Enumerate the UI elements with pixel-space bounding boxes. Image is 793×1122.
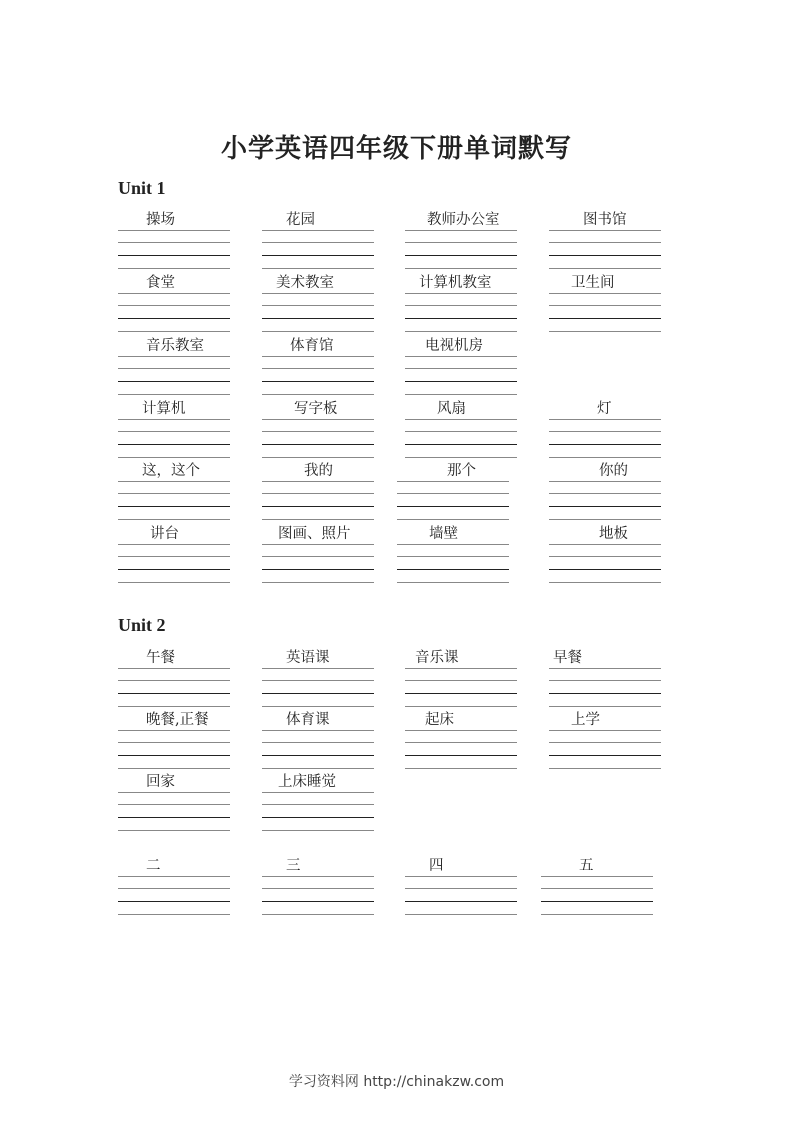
writing-line: [405, 268, 517, 269]
writing-line: [262, 693, 374, 694]
writing-line: [118, 755, 230, 756]
writing-line: [549, 230, 661, 231]
writing-line: [262, 914, 374, 915]
vocab-word: 体育课: [286, 712, 330, 728]
writing-line: [118, 817, 230, 818]
vocab-word: 食堂: [146, 275, 175, 291]
writing-line: [118, 356, 230, 357]
vocab-word: 上学: [571, 712, 600, 728]
vocab-word: 我的: [304, 463, 333, 479]
writing-line: [262, 381, 374, 382]
writing-line: [549, 242, 661, 243]
vocab-word: 地板: [599, 526, 628, 542]
writing-line: [118, 680, 230, 681]
writing-line: [262, 888, 374, 889]
vocab-word: 操场: [146, 212, 175, 228]
vocab-word: 讲台: [150, 526, 179, 542]
vocab-word: 这，这个: [142, 463, 200, 479]
writing-line: [118, 706, 230, 707]
writing-line: [262, 457, 374, 458]
writing-line: [118, 569, 230, 570]
writing-line: [118, 230, 230, 231]
writing-line: [549, 768, 661, 769]
writing-line: [405, 368, 517, 369]
writing-line: [118, 519, 230, 520]
writing-line: [118, 381, 230, 382]
unit1-heading: Unit 1: [118, 178, 166, 198]
writing-line: [405, 706, 517, 707]
vocab-word: 音乐教室: [146, 338, 204, 354]
writing-line: [541, 914, 653, 915]
writing-line: [262, 444, 374, 445]
vocab-word: 起床: [425, 712, 454, 728]
writing-line: [262, 792, 374, 793]
writing-line: [118, 914, 230, 915]
writing-line: [549, 519, 661, 520]
writing-line: [118, 668, 230, 669]
writing-line: [405, 457, 517, 458]
writing-line: [262, 830, 374, 831]
writing-line: [262, 242, 374, 243]
writing-line: [541, 901, 653, 902]
writing-line: [549, 431, 661, 432]
vocab-word: 体育馆: [290, 338, 334, 354]
writing-line: [262, 481, 374, 482]
writing-line: [397, 506, 509, 507]
writing-line: [549, 419, 661, 420]
writing-line: [118, 368, 230, 369]
writing-line: [262, 730, 374, 731]
writing-line: [118, 901, 230, 902]
writing-line: [118, 293, 230, 294]
writing-line: [405, 901, 517, 902]
writing-line: [262, 419, 374, 420]
page-title: 小学英语四年级下册单词默写: [220, 134, 572, 164]
writing-line: [262, 668, 374, 669]
writing-line: [262, 368, 374, 369]
writing-line: [549, 457, 661, 458]
vocab-word: 你的: [599, 463, 628, 479]
writing-line: [405, 755, 517, 756]
writing-line: [262, 544, 374, 545]
writing-line: [118, 742, 230, 743]
writing-line: [549, 493, 661, 494]
writing-line: [405, 876, 517, 877]
writing-line: [262, 318, 374, 319]
writing-line: [118, 888, 230, 889]
writing-line: [118, 431, 230, 432]
writing-line: [262, 817, 374, 818]
vocab-word: 电视机房: [425, 338, 483, 354]
writing-line: [262, 804, 374, 805]
writing-line: [262, 506, 374, 507]
writing-line: [118, 481, 230, 482]
writing-line: [262, 493, 374, 494]
writing-line: [262, 742, 374, 743]
writing-line: [549, 680, 661, 681]
writing-line: [118, 804, 230, 805]
writing-line: [549, 331, 661, 332]
vocab-word: 灯: [597, 401, 612, 417]
writing-line: [541, 888, 653, 889]
writing-line: [262, 230, 374, 231]
writing-line: [405, 431, 517, 432]
writing-line: [118, 693, 230, 694]
vocab-word: 风扇: [437, 401, 466, 417]
writing-line: [549, 544, 661, 545]
writing-line: [549, 668, 661, 669]
vocab-word: 美术教室: [276, 275, 334, 291]
writing-line: [118, 419, 230, 420]
writing-line: [549, 569, 661, 570]
writing-line: [405, 444, 517, 445]
writing-line: [262, 768, 374, 769]
writing-line: [405, 768, 517, 769]
writing-line: [405, 305, 517, 306]
vocab-word: 上床睡觉: [278, 774, 336, 790]
writing-line: [262, 331, 374, 332]
writing-line: [405, 356, 517, 357]
writing-line: [118, 444, 230, 445]
writing-line: [397, 481, 509, 482]
writing-line: [405, 668, 517, 669]
writing-line: [262, 519, 374, 520]
writing-line: [262, 876, 374, 877]
writing-line: [541, 876, 653, 877]
writing-line: [405, 914, 517, 915]
writing-line: [405, 293, 517, 294]
writing-line: [405, 381, 517, 382]
writing-line: [118, 506, 230, 507]
vocab-word: 三: [286, 858, 301, 874]
vocab-word: 晚餐,正餐: [146, 712, 209, 728]
writing-line: [549, 755, 661, 756]
writing-line: [549, 556, 661, 557]
writing-line: [118, 830, 230, 831]
writing-line: [405, 230, 517, 231]
writing-line: [405, 693, 517, 694]
writing-line: [549, 255, 661, 256]
writing-line: [262, 394, 374, 395]
writing-line: [405, 680, 517, 681]
writing-line: [118, 268, 230, 269]
vocab-word: 计算机: [142, 401, 186, 417]
writing-line: [262, 755, 374, 756]
writing-line: [397, 544, 509, 545]
vocab-word: 四: [429, 858, 444, 874]
writing-line: [262, 431, 374, 432]
vocab-word: 午餐: [146, 650, 175, 666]
vocab-word: 墙壁: [429, 526, 458, 542]
writing-line: [549, 318, 661, 319]
writing-line: [118, 544, 230, 545]
vocab-word: 英语课: [286, 650, 330, 666]
writing-line: [118, 582, 230, 583]
writing-line: [397, 519, 509, 520]
writing-line: [549, 742, 661, 743]
writing-line: [262, 255, 374, 256]
unit2-heading: Unit 2: [118, 615, 166, 635]
vocab-word: 早餐: [553, 650, 582, 666]
writing-line: [549, 481, 661, 482]
vocab-word: 音乐课: [415, 650, 459, 666]
writing-line: [397, 493, 509, 494]
writing-line: [549, 730, 661, 731]
writing-line: [405, 394, 517, 395]
writing-line: [262, 680, 374, 681]
writing-line: [262, 305, 374, 306]
writing-line: [118, 792, 230, 793]
writing-line: [262, 268, 374, 269]
writing-line: [262, 901, 374, 902]
writing-line: [262, 293, 374, 294]
writing-line: [262, 706, 374, 707]
writing-line: [118, 493, 230, 494]
writing-line: [262, 569, 374, 570]
writing-line: [397, 569, 509, 570]
vocab-word: 教师办公室: [427, 212, 500, 228]
writing-line: [405, 730, 517, 731]
writing-line: [118, 394, 230, 395]
writing-line: [118, 255, 230, 256]
writing-line: [549, 305, 661, 306]
vocab-word: 花园: [286, 212, 315, 228]
writing-line: [262, 556, 374, 557]
writing-line: [397, 582, 509, 583]
vocab-word: 计算机教室: [419, 275, 492, 291]
writing-line: [405, 255, 517, 256]
vocab-word: 图画、照片: [278, 526, 351, 542]
writing-line: [405, 419, 517, 420]
writing-line: [549, 582, 661, 583]
writing-line: [118, 242, 230, 243]
footer-source: 学习资料网 http://chinakzw.com: [288, 1074, 505, 1090]
writing-line: [118, 305, 230, 306]
vocab-word: 五: [579, 858, 594, 874]
writing-line: [549, 706, 661, 707]
writing-line: [405, 331, 517, 332]
writing-line: [118, 556, 230, 557]
writing-line: [118, 730, 230, 731]
writing-line: [405, 888, 517, 889]
vocab-word: 回家: [146, 774, 175, 790]
vocab-word: 卫生间: [571, 275, 615, 291]
writing-line: [405, 742, 517, 743]
writing-line: [549, 268, 661, 269]
writing-line: [118, 876, 230, 877]
writing-line: [549, 293, 661, 294]
vocab-word: 写字板: [294, 401, 338, 417]
writing-line: [118, 768, 230, 769]
writing-line: [118, 318, 230, 319]
writing-line: [549, 693, 661, 694]
writing-line: [549, 444, 661, 445]
writing-line: [405, 318, 517, 319]
vocab-word: 那个: [447, 463, 476, 479]
writing-line: [118, 331, 230, 332]
vocab-word: 图书馆: [583, 212, 627, 228]
writing-line: [397, 556, 509, 557]
writing-line: [405, 242, 517, 243]
vocab-word: 二: [146, 858, 161, 874]
writing-line: [118, 457, 230, 458]
writing-line: [549, 506, 661, 507]
writing-line: [262, 582, 374, 583]
writing-line: [262, 356, 374, 357]
